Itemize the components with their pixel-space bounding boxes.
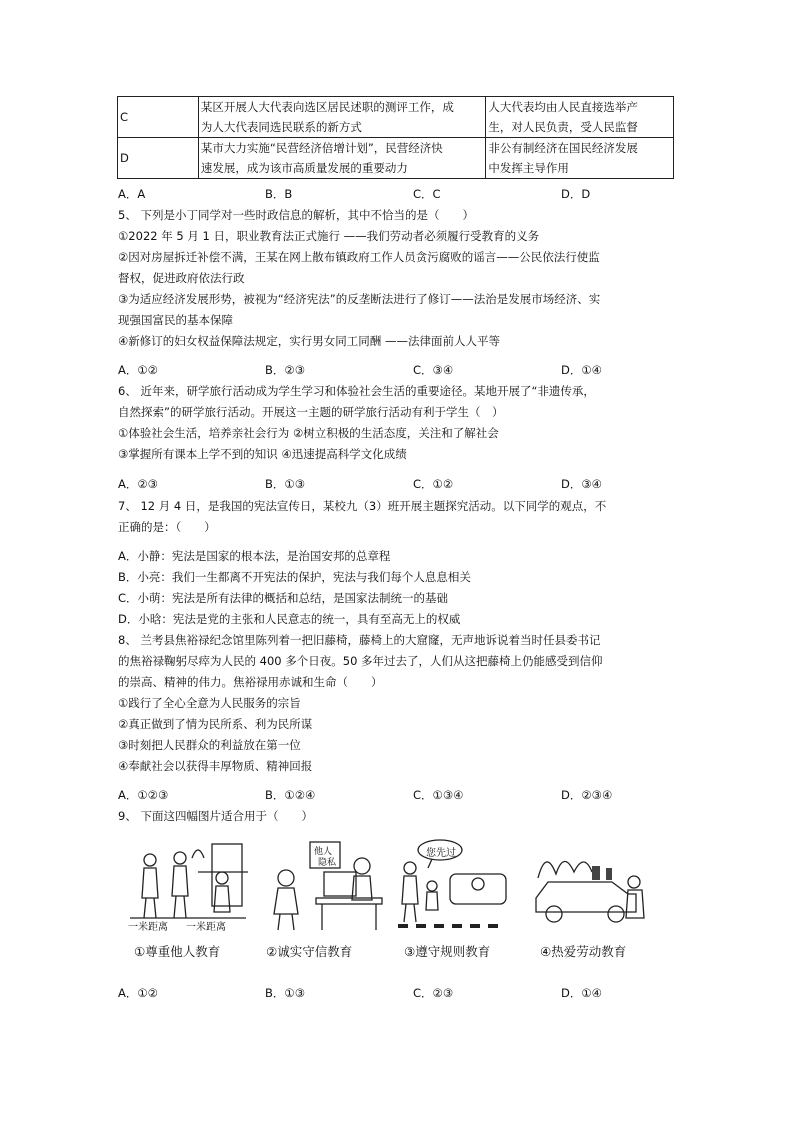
option-a[interactable]: A．①②: [118, 986, 158, 1000]
option-c[interactable]: C．C: [413, 187, 441, 201]
figure-privacy: [264, 838, 384, 934]
caption-4: ④热爱劳动教育: [540, 944, 627, 959]
speech-bubble-text: 您先过: [426, 848, 456, 859]
option-d[interactable]: D．③④: [561, 477, 602, 491]
option-d[interactable]: D．D: [561, 187, 591, 201]
option-b[interactable]: B．②③: [265, 363, 306, 377]
option-c[interactable]: C．②③: [413, 986, 454, 1000]
option-b[interactable]: B．①③: [265, 986, 306, 1000]
q8-item: ③时刻把人民群众的利益放在第一位: [118, 738, 301, 752]
note-cell: 非公有制经济在国民经济发展 中发挥主导作用: [486, 138, 674, 179]
table-row: [118, 138, 674, 179]
event-cell: 某市大力实施“民营经济倍增计划”，民营经济快 速发展，成为该市高质量发展的重要动力: [198, 138, 485, 179]
q8-stem: 的焦裕禄鞠躬尽瘁为人民的 400 多个日夜。50 多年过去了，人们从这把藤椅上仍能感受到信仰: [118, 654, 603, 668]
q8-stem: 的崇高、精神的伟力。焦裕禄用赤诚和生命（ ）: [118, 675, 383, 689]
figure-labor: [532, 838, 652, 934]
caption-2: ②诚实守信教育: [266, 944, 353, 959]
q5-stem: 5、 下列是小丁同学对一些时政信息的解析，其中不恰当的是（ ）: [118, 208, 474, 222]
option-a[interactable]: A．②③: [118, 477, 158, 491]
option-d[interactable]: D．①④: [561, 986, 602, 1000]
option-b[interactable]: B．①③: [265, 477, 306, 491]
option-a[interactable]: A．①②: [118, 363, 158, 377]
option-b[interactable]: B．B: [265, 187, 293, 201]
distance-label: 一米距离: [128, 922, 168, 933]
table-row: [118, 97, 674, 138]
caption-1: ①尊重他人教育: [134, 944, 221, 959]
option-b[interactable]: B．小亮：我们一生都离不开宪法的保护，宪法与我们每个人息息相关: [118, 570, 471, 584]
q8-item: ④奉献社会以获得丰厚物质、精神回报: [118, 759, 313, 773]
q6-stem: 自然探索”的研学旅行活动。开展这一主题的研学旅行活动有利于学生（ ）: [118, 405, 504, 419]
event-cell: 某区开展人大代表向选区居民述职的测评工作，成 为人大代表同选民联系的新方式: [198, 97, 485, 138]
option-c[interactable]: C．③④: [413, 363, 454, 377]
q6-item: ③掌握所有课本上学不到的知识 ④迅速提高科学文化成绩: [118, 447, 407, 461]
q5-item: ③为适应经济发展形势，被视为“经济宪法”的反垄断法进行了修订——法治是发展市场经济、实: [118, 292, 601, 306]
option-c[interactable]: C．小萌：宪法是所有法律的概括和总结，是国家法制统一的基础: [118, 591, 449, 605]
q5-item: ①2022 年 5 月 1 日，职业教育法正式施行 ——我们劳动者必须履行受教育的义务: [118, 229, 540, 243]
q6-options: [118, 476, 678, 492]
note-cell: 人大代表均由人民直接选举产 生，对人民负责，受人民监督: [486, 97, 674, 138]
q9-stem: 9、 下面这四幅图片适合用于（ ）: [118, 809, 313, 823]
q9-options: [118, 985, 678, 1001]
figure-traffic: [392, 838, 512, 934]
option-a[interactable]: A．小静：宪法是国家的根本法，是治国安邦的总章程: [118, 549, 391, 563]
figure-queue: [128, 838, 248, 934]
options-table: [117, 96, 674, 179]
q5-item: 现强国富民的基本保障: [118, 313, 233, 327]
option-b[interactable]: B．①②④: [265, 788, 316, 802]
labor-illustration: [532, 838, 652, 934]
q8-stem: 8、 兰考县焦裕禄纪念馆里陈列着一把旧藤椅，藤椅上的大窟窿，无声地诉说着当时任县委书记: [118, 633, 601, 647]
q7-stem: 7、 12 月 4 日，是我国的宪法宣传日，某校九（3）班开展主题探究活动。以下同学的观点，不: [118, 499, 607, 513]
distance-label: 一米距离: [186, 922, 226, 933]
option-d[interactable]: D．①④: [561, 363, 602, 377]
q5-item: ②因对房屋拆迁补偿不满，王某在网上散布镇政府工作人员贪污腐败的谣言——公民依法行使监: [118, 250, 600, 264]
row-label: C: [118, 97, 199, 138]
q5-options: [118, 362, 678, 378]
sign-text: 隐私: [318, 858, 337, 868]
q8-item: ②真正做到了情为民所系、利为民所谋: [118, 717, 313, 731]
option-d[interactable]: D．②③④: [561, 788, 613, 802]
q7-stem: 正确的是：（ ）: [118, 520, 216, 534]
q5-item: ④新修订的妇女权益保障法规定，实行男女同工同酬 ——法律面前人人平等: [118, 334, 500, 348]
q8-options: [118, 787, 678, 803]
caption-3: ③遵守规则教育: [404, 944, 491, 959]
option-a[interactable]: A．①②③: [118, 788, 169, 802]
option-a[interactable]: A．A: [118, 187, 146, 201]
q6-item: ①体验社会生活，培养亲社会行为 ②树立积极的生活态度，关注和了解社会: [118, 426, 499, 440]
sign-text: 他人: [314, 847, 333, 857]
q6-stem: 6、 近年来，研学旅行活动成为学生学习和体验社会生活的重要途径。某地开展了“非遗传承，: [118, 384, 595, 398]
q4-options: [118, 186, 678, 202]
option-c[interactable]: C．①③④: [413, 788, 464, 802]
option-d[interactable]: D．小晗：宪法是党的主张和人民意志的统一，具有至高无上的权威: [118, 612, 461, 626]
q5-item: 督权，促进政府依法行政: [118, 271, 245, 285]
q8-item: ①践行了全心全意为人民服务的宗旨: [118, 696, 301, 710]
option-c[interactable]: C．①②: [413, 477, 454, 491]
row-label: D: [118, 138, 199, 179]
